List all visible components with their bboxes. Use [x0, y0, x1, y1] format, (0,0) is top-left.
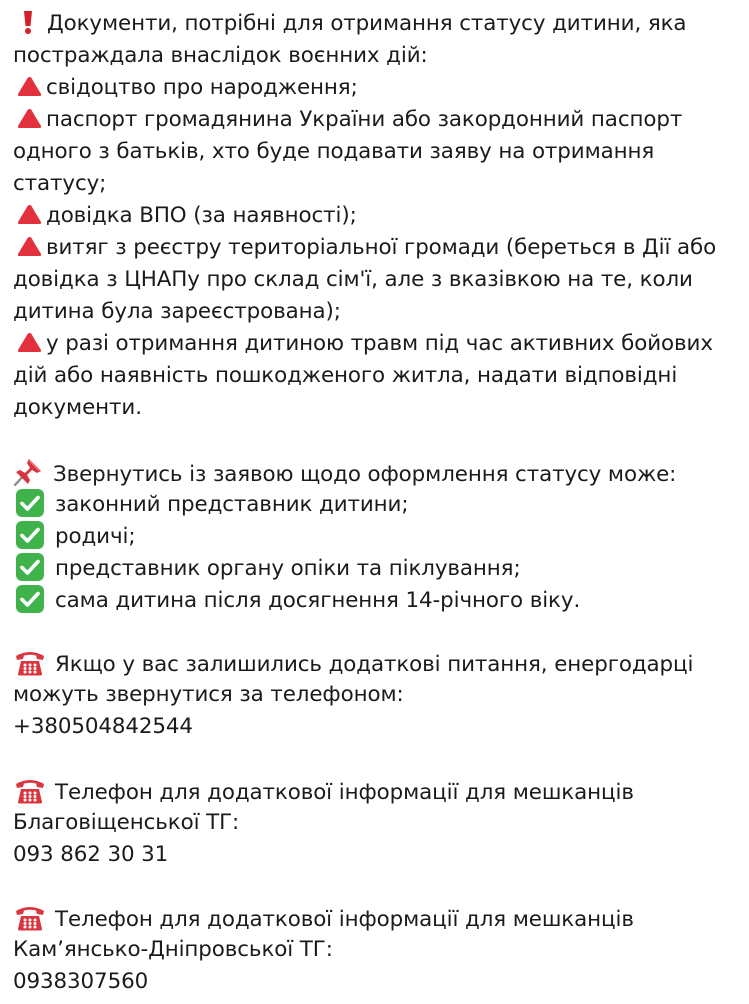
doc-item-birth-certificate: свідоцтво про народження;: [13, 72, 749, 104]
contact-kamiansko-dniprovska-phone[interactable]: 0938307560: [13, 969, 149, 994]
doc-item-vpo-certificate: довідка ВПО (за наявності);: [13, 200, 749, 232]
check-mark-icon: [15, 552, 45, 582]
pushpin-icon: [13, 456, 44, 487]
check-mark-icon: [15, 488, 45, 518]
red-triangle-icon: [17, 332, 42, 353]
exclamation-icon: [19, 10, 37, 35]
docs-heading-line-2: постраждала внаслідок воєнних дій:: [13, 43, 428, 68]
telephone-icon: [14, 902, 46, 932]
applicant-item-child: сама дитина після досягнення 14-річного віку.: [13, 584, 749, 616]
message-body: Документи, потрібні для отримання статусу дитини, яка постраждала внаслідок воєнних дій: свідоцтво про народження; паспорт громадянина України або закордонний паспорт одного з батьків, хто буде подавати заяву на отримання статусу; довідка ВПО (за наявності); витяг з реєстру територіальної громади (береться в Дії або довідка з ЦНАПу про склад сім'ї, але з вказівкою на те, коли дитина була зареєстрована); у разі отримання дитиною травм під час активних бойових дій або наявність пошкодженого житла, надати відповідні документи. Звернутись із заявою щодо оформлення статусу може: законний представник дитини; родичі; представник органу опіки та піклування; сама дитина після досягнення 14-річного віку. Якщо у вас залишились додаткові питання, енергодарці можуть звернутися за телефоном: +380504842544 Телефон для додаткової інформації для мешканців Благовіщенської ТГ: 093 862 30 31 Телефон для додаткової інформації для мешканців Кам’янсько-Дніпровської ТГ: 0938307560: [0, 0, 749, 1004]
contact-kamiansko-dniprovska-text: Телефон для додаткової інформації для мешканців: [13, 902, 749, 934]
check-mark-icon: [15, 520, 45, 550]
applicant-item-guardianship-authority: представник органу опіки та піклування;: [13, 552, 749, 584]
check-mark-icon: [15, 584, 45, 614]
docs-heading-text: Документи, потрібні для отримання статусу дитини, яка: [47, 11, 687, 36]
docs-heading-line-1: [13, 8, 749, 40]
red-triangle-icon: [17, 236, 42, 257]
doc-item-passport: паспорт громадянина України або закордонний паспорт: [13, 104, 749, 136]
contact-blagovishchenska-phone[interactable]: 093 862 30 31: [13, 841, 169, 867]
telephone-icon: [14, 647, 46, 677]
contact-blagovishchenska-text: Телефон для додаткової інформації для мешканців: [13, 775, 749, 807]
contact-energodar-text: Якщо у вас залишились додаткові питання, енергодарці: [13, 647, 749, 679]
applicants-heading: Звернутись із заявою щодо оформлення статусу може:: [13, 456, 749, 488]
contact-energodar-phone[interactable]: +380504842544: [13, 714, 193, 739]
telephone-icon: [14, 775, 46, 805]
applicant-item-legal-representative: законний представник дитини;: [13, 488, 749, 520]
red-triangle-icon: [17, 108, 42, 129]
doc-item-injury-documents: у разі отримання дитиною травм під час активних бойових: [13, 328, 749, 360]
red-triangle-icon: [17, 204, 42, 225]
doc-item-registry-extract: витяг з реєстру територіальної громади (береться в Дії або: [13, 232, 749, 264]
applicant-item-relatives: родичі;: [13, 520, 749, 552]
red-triangle-icon: [17, 76, 42, 97]
